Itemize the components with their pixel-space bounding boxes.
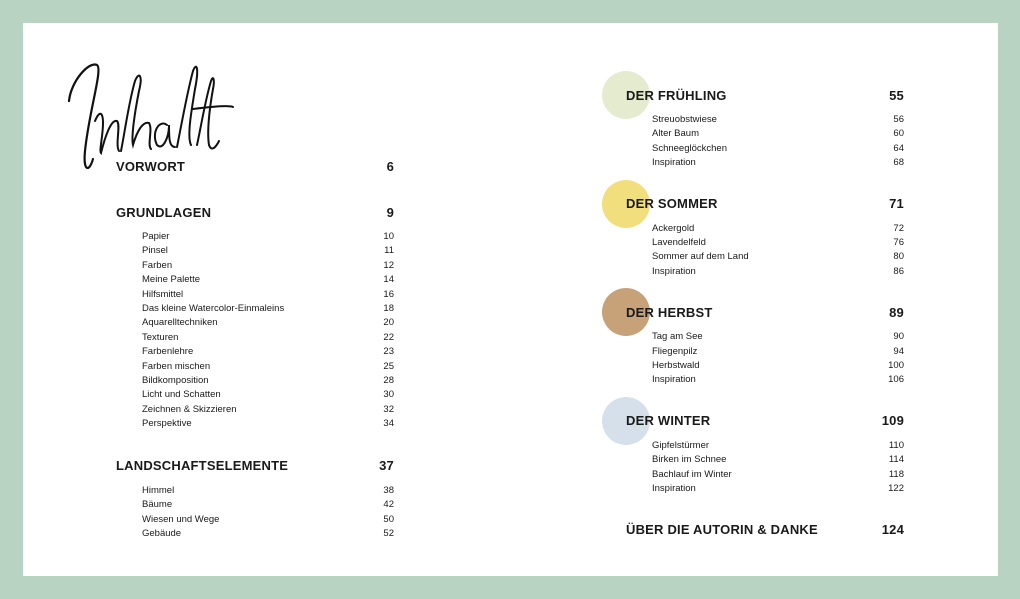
toc-entry[interactable] (626, 359, 904, 373)
section-title: DER HERBST (626, 304, 713, 320)
entry-label: Tag am See (652, 331, 703, 343)
toc-page (23, 23, 998, 576)
section-page-number: 6 (386, 158, 394, 174)
toc-entry[interactable] (626, 113, 904, 127)
entry-page-number: 114 (888, 454, 904, 466)
entry-label: Sommer auf dem Land (652, 251, 749, 263)
toc-entry[interactable] (116, 302, 394, 316)
entry-page-number: 50 (383, 513, 394, 525)
toc-entry[interactable] (626, 250, 904, 264)
entry-label: Bachlauf im Winter (652, 468, 732, 480)
section-page-number: 9 (386, 204, 394, 220)
toc-section-heading[interactable] (116, 202, 394, 222)
toc-entry-list (626, 113, 904, 171)
section-title: LANDSCHAFTSELEMENTE (116, 458, 289, 474)
entry-label: Bildkomposition (142, 375, 209, 387)
toc-left-column (116, 156, 394, 541)
toc-entry[interactable] (116, 417, 394, 431)
toc-entry[interactable] (116, 345, 394, 359)
section-page-number: 109 (881, 413, 904, 429)
entry-label: Wiesen und Wege (142, 513, 220, 525)
toc-entry[interactable] (626, 482, 904, 496)
toc-entry-list (626, 330, 904, 388)
toc-right-column (626, 85, 904, 540)
toc-section-der-winter (626, 411, 904, 497)
entry-label: Texturen (142, 331, 179, 343)
toc-section-über-die-autorin-danke (626, 520, 904, 540)
entry-label: Papier (142, 231, 170, 242)
entry-page-number: 122 (888, 483, 904, 495)
entry-page-number: 100 (888, 360, 904, 372)
toc-entry-list (626, 222, 904, 280)
toc-entry[interactable] (626, 439, 904, 453)
toc-section-vorwort (116, 156, 394, 176)
toc-entry-list (116, 230, 394, 432)
entry-page-number: 76 (893, 237, 904, 249)
entry-label: Farben (142, 259, 173, 271)
entry-label: Inspiration (652, 374, 696, 386)
toc-section-der-frühling (626, 85, 904, 171)
toc-entry[interactable] (116, 288, 394, 302)
section-page-number: 55 (889, 87, 904, 103)
entry-label: Bäume (142, 499, 173, 511)
entry-label: Fliegenpilz (652, 345, 698, 357)
entry-page-number: 25 (383, 360, 394, 372)
toc-entry[interactable] (626, 265, 904, 279)
entry-label: Farben mischen (142, 360, 211, 372)
entry-page-number: 68 (893, 157, 904, 169)
entry-page-number: 23 (383, 346, 394, 358)
entry-label: Inspiration (652, 157, 696, 169)
toc-entry[interactable] (116, 230, 394, 244)
toc-entry[interactable] (626, 330, 904, 344)
toc-section-landschaftselemente (116, 456, 394, 542)
section-title: GRUNDLAGEN (116, 204, 212, 220)
section-page-number: 37 (379, 458, 394, 474)
entry-label: Inspiration (652, 483, 696, 495)
entry-label: Alter Baum (652, 128, 699, 140)
entry-label: Birken im Schnee (652, 454, 727, 466)
entry-label: Meine Palette (142, 274, 201, 286)
toc-entry[interactable] (626, 236, 904, 250)
entry-page-number: 16 (383, 288, 394, 300)
toc-entry[interactable] (626, 453, 904, 467)
entry-label: Gipfelstürmer (652, 439, 710, 451)
entry-label: Inspiration (652, 265, 696, 277)
entry-label: Lavendelfeld (652, 237, 706, 249)
toc-entry[interactable] (116, 374, 394, 388)
entry-page-number: 94 (893, 345, 904, 357)
toc-entry[interactable] (116, 244, 394, 258)
entry-label: Perspektive (142, 418, 192, 430)
toc-section-heading[interactable] (116, 456, 394, 476)
toc-section-der-sommer (626, 194, 904, 280)
entry-page-number: 80 (893, 251, 904, 263)
section-title: ÜBER DIE AUTORIN & DANKE (626, 522, 818, 537)
entry-page-number: 64 (893, 142, 904, 154)
toc-entry[interactable] (116, 403, 394, 417)
entry-label: Zeichnen & Skizzieren (142, 403, 237, 415)
entry-page-number: 86 (893, 265, 904, 277)
toc-section-der-herbst (626, 302, 904, 388)
entry-page-number: 38 (383, 484, 394, 496)
toc-entry[interactable] (626, 468, 904, 482)
toc-entry[interactable] (116, 388, 394, 402)
toc-entry[interactable] (116, 527, 394, 541)
entry-page-number: 20 (383, 317, 394, 329)
section-title: VORWORT (116, 158, 186, 174)
entry-label: Gebäude (142, 527, 182, 539)
toc-entry-list (116, 484, 394, 542)
entry-label: Himmel (142, 484, 175, 496)
entry-label: Schneeglöckchen (652, 142, 727, 154)
entry-page-number: 110 (888, 439, 904, 451)
toc-entry[interactable] (116, 498, 394, 512)
entry-page-number: 42 (383, 499, 394, 511)
entry-page-number: 12 (383, 259, 394, 271)
entry-page-number: 30 (383, 389, 394, 401)
toc-entry[interactable] (626, 156, 904, 170)
entry-label: Aquarelltechniken (142, 317, 218, 329)
entry-page-number: 106 (888, 374, 904, 386)
toc-entry-list (626, 439, 904, 497)
section-title: DER FRÜHLING (626, 87, 727, 103)
toc-section-heading[interactable] (626, 194, 904, 214)
toc-entry[interactable] (626, 127, 904, 141)
entry-label: Hilfsmittel (142, 288, 184, 300)
entry-page-number: 56 (893, 114, 904, 125)
entry-page-number: 10 (383, 231, 394, 242)
entry-page-number: 11 (384, 245, 394, 257)
toc-entry[interactable] (116, 331, 394, 345)
toc-section-grundlagen (116, 202, 394, 432)
entry-label: Streuobstwiese (652, 114, 717, 125)
toc-entry[interactable] (116, 273, 394, 287)
entry-page-number: 52 (383, 527, 394, 539)
entry-label: Farbenlehre (142, 346, 194, 358)
toc-entry[interactable] (116, 484, 394, 498)
entry-page-number: 90 (893, 331, 904, 343)
toc-entry[interactable] (116, 513, 394, 527)
entry-page-number: 22 (383, 331, 394, 343)
toc-section-heading[interactable] (626, 411, 904, 431)
toc-entry[interactable] (116, 316, 394, 330)
toc-section-heading[interactable] (626, 85, 904, 105)
toc-section-heading[interactable] (626, 302, 904, 322)
entry-page-number: 34 (383, 418, 394, 430)
entry-label: Herbstwald (652, 360, 700, 372)
toc-entry[interactable] (116, 259, 394, 273)
entry-page-number: 14 (383, 274, 394, 286)
entry-label: Licht und Schatten (142, 389, 221, 401)
section-page-number: 71 (889, 196, 904, 212)
section-title: DER WINTER (626, 413, 711, 429)
entry-page-number: 18 (383, 303, 394, 315)
toc-section-heading[interactable] (626, 520, 904, 540)
section-page-number: 124 (881, 522, 904, 537)
entry-page-number: 28 (383, 375, 394, 387)
toc-entry[interactable] (626, 142, 904, 156)
entry-label: Pinsel (142, 245, 168, 257)
toc-entry[interactable] (626, 345, 904, 359)
toc-section-heading[interactable] (116, 156, 394, 176)
entry-label: Das kleine Watercolor-Einmaleins (142, 303, 285, 315)
toc-entry[interactable] (626, 222, 904, 236)
entry-page-number: 72 (893, 222, 904, 234)
entry-label: Ackergold (652, 222, 695, 234)
section-page-number: 89 (889, 304, 904, 320)
entry-page-number: 118 (888, 468, 904, 480)
toc-entry[interactable] (626, 373, 904, 387)
entry-page-number: 32 (383, 403, 394, 415)
section-title: DER SOMMER (626, 196, 718, 212)
entry-page-number: 60 (893, 128, 904, 140)
toc-entry[interactable] (116, 360, 394, 374)
